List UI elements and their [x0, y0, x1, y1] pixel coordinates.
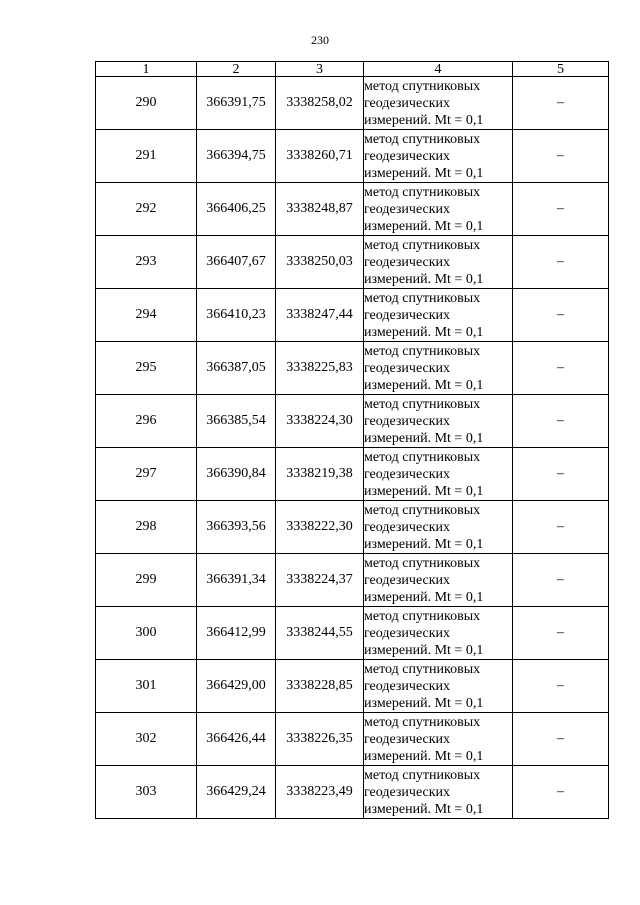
table-row: [96, 501, 609, 554]
y-coordinate-cell: 3338250,03: [276, 236, 364, 289]
note-cell: –: [513, 183, 609, 236]
method-line: измерений. Mt = 0,1: [364, 589, 484, 605]
table-row: [96, 766, 609, 819]
x-coordinate-cell: 366429,24: [197, 766, 276, 819]
method-line: метод спутниковых: [364, 396, 481, 412]
x-coordinate-cell: 366394,75: [197, 130, 276, 183]
note-cell: –: [513, 130, 609, 183]
table-row: [96, 342, 609, 395]
table-row: [96, 395, 609, 448]
method-line: метод спутниковых: [364, 661, 481, 677]
method-line: геодезических: [364, 413, 451, 429]
column-header: 4: [364, 62, 513, 77]
method-line: измерений. Mt = 0,1: [364, 218, 484, 234]
y-coordinate-cell: 3338222,30: [276, 501, 364, 554]
method-line: метод спутниковых: [364, 714, 481, 730]
method-line: геодезических: [364, 572, 451, 588]
method-line: метод спутниковых: [364, 237, 481, 253]
method-cell: [364, 607, 513, 660]
y-coordinate-cell: 3338226,35: [276, 713, 364, 766]
column-header: 1: [96, 62, 197, 77]
point-number-cell: 302: [96, 713, 197, 766]
method-line: геодезических: [364, 625, 451, 641]
method-line: измерений. Mt = 0,1: [364, 801, 484, 817]
page-number: 230: [311, 33, 329, 47]
point-number-cell: 293: [96, 236, 197, 289]
method-line: измерений. Mt = 0,1: [364, 430, 484, 446]
note-cell: –: [513, 766, 609, 819]
y-coordinate-cell: 3338223,49: [276, 766, 364, 819]
x-coordinate-cell: 366385,54: [197, 395, 276, 448]
method-line: геодезических: [364, 784, 451, 800]
method-line: метод спутниковых: [364, 343, 481, 359]
point-number-cell: 297: [96, 448, 197, 501]
y-coordinate-cell: 3338225,83: [276, 342, 364, 395]
x-coordinate-cell: 366393,56: [197, 501, 276, 554]
method-cell: [364, 289, 513, 342]
point-number-cell: 298: [96, 501, 197, 554]
method-line: измерений. Mt = 0,1: [364, 271, 484, 287]
method-cell: [364, 713, 513, 766]
y-coordinate-cell: 3338247,44: [276, 289, 364, 342]
method-cell: [364, 77, 513, 130]
method-line: метод спутниковых: [364, 767, 481, 783]
y-coordinate-cell: 3338219,38: [276, 448, 364, 501]
note-cell: –: [513, 77, 609, 130]
y-coordinate-cell: 3338258,02: [276, 77, 364, 130]
point-number-cell: 294: [96, 289, 197, 342]
method-line: геодезических: [364, 307, 451, 323]
method-line: измерений. Mt = 0,1: [364, 536, 484, 552]
column-header: 5: [513, 62, 609, 77]
point-number-cell: 295: [96, 342, 197, 395]
note-cell: –: [513, 501, 609, 554]
method-line: метод спутниковых: [364, 502, 481, 518]
table-row: [96, 448, 609, 501]
method-line: измерений. Mt = 0,1: [364, 642, 484, 658]
x-coordinate-cell: 366410,23: [197, 289, 276, 342]
method-line: метод спутниковых: [364, 449, 481, 465]
x-coordinate-cell: 366412,99: [197, 607, 276, 660]
y-coordinate-cell: 3338244,55: [276, 607, 364, 660]
x-coordinate-cell: 366406,25: [197, 183, 276, 236]
x-coordinate-cell: 366407,67: [197, 236, 276, 289]
table-row: [96, 713, 609, 766]
method-line: метод спутниковых: [364, 184, 481, 200]
x-coordinate-cell: 366391,34: [197, 554, 276, 607]
note-cell: –: [513, 607, 609, 660]
note-cell: –: [513, 342, 609, 395]
table-row: [96, 289, 609, 342]
point-number-cell: 301: [96, 660, 197, 713]
method-line: метод спутниковых: [364, 608, 481, 624]
method-line: геодезических: [364, 519, 451, 535]
method-line: измерений. Mt = 0,1: [364, 748, 484, 764]
method-line: измерений. Mt = 0,1: [364, 377, 484, 393]
method-cell: [364, 766, 513, 819]
coordinates-table: [95, 61, 609, 819]
table-row: [96, 130, 609, 183]
table-row: [96, 77, 609, 130]
method-line: измерений. Mt = 0,1: [364, 324, 484, 340]
table-row: [96, 236, 609, 289]
y-coordinate-cell: 3338260,71: [276, 130, 364, 183]
method-cell: [364, 448, 513, 501]
y-coordinate-cell: 3338228,85: [276, 660, 364, 713]
method-cell: [364, 501, 513, 554]
note-cell: –: [513, 448, 609, 501]
method-line: измерений. Mt = 0,1: [364, 165, 484, 181]
point-number-cell: 299: [96, 554, 197, 607]
method-line: измерений. Mt = 0,1: [364, 112, 484, 128]
method-line: геодезических: [364, 731, 451, 747]
method-line: измерений. Mt = 0,1: [364, 695, 484, 711]
table-row: [96, 554, 609, 607]
method-line: геодезических: [364, 95, 451, 111]
x-coordinate-cell: 366426,44: [197, 713, 276, 766]
method-line: геодезических: [364, 360, 451, 376]
column-header: 2: [197, 62, 276, 77]
method-line: метод спутниковых: [364, 131, 481, 147]
method-cell: [364, 554, 513, 607]
point-number-cell: 303: [96, 766, 197, 819]
x-coordinate-cell: 366429,00: [197, 660, 276, 713]
method-line: метод спутниковых: [364, 290, 481, 306]
point-number-cell: 292: [96, 183, 197, 236]
note-cell: –: [513, 395, 609, 448]
method-line: измерений. Mt = 0,1: [364, 483, 484, 499]
table-row: [96, 607, 609, 660]
method-cell: [364, 130, 513, 183]
y-coordinate-cell: 3338224,30: [276, 395, 364, 448]
method-cell: [364, 236, 513, 289]
x-coordinate-cell: 366387,05: [197, 342, 276, 395]
point-number-cell: 291: [96, 130, 197, 183]
method-line: метод спутниковых: [364, 555, 481, 571]
method-line: геодезических: [364, 254, 451, 270]
y-coordinate-cell: 3338224,37: [276, 554, 364, 607]
method-cell: [364, 342, 513, 395]
table-body: [96, 77, 609, 819]
x-coordinate-cell: 366390,84: [197, 448, 276, 501]
method-cell: [364, 183, 513, 236]
table-row: [96, 183, 609, 236]
note-cell: –: [513, 660, 609, 713]
method-line: геодезических: [364, 201, 451, 217]
note-cell: –: [513, 713, 609, 766]
method-line: геодезических: [364, 678, 451, 694]
method-cell: [364, 395, 513, 448]
method-line: метод спутниковых: [364, 78, 481, 94]
method-cell: [364, 660, 513, 713]
method-line: геодезических: [364, 466, 451, 482]
table-header-row: [96, 62, 609, 77]
note-cell: –: [513, 554, 609, 607]
point-number-cell: 300: [96, 607, 197, 660]
point-number-cell: 290: [96, 77, 197, 130]
note-cell: –: [513, 289, 609, 342]
point-number-cell: 296: [96, 395, 197, 448]
y-coordinate-cell: 3338248,87: [276, 183, 364, 236]
note-cell: –: [513, 236, 609, 289]
table-row: [96, 660, 609, 713]
method-line: геодезических: [364, 148, 451, 164]
x-coordinate-cell: 366391,75: [197, 77, 276, 130]
column-header: 3: [276, 62, 364, 77]
